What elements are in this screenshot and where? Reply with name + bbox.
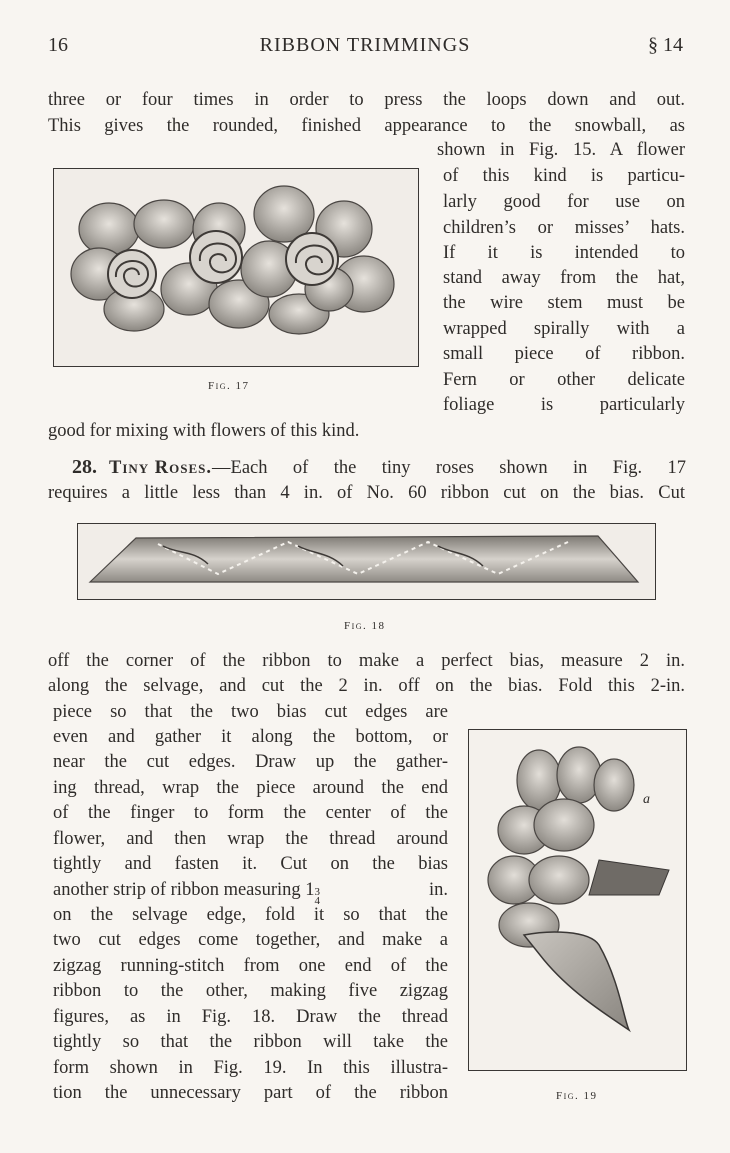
- text-line: another strip of ribbon measuring 1: [53, 880, 315, 900]
- section-title: Tiny Roses.: [109, 458, 213, 478]
- text-line: zigzag running-stitch from one end of the: [53, 956, 448, 976]
- text-line: near the cut edges. Draw up the gather-: [53, 752, 448, 772]
- text-line: shown in Fig. 15. A flower: [437, 140, 685, 160]
- text-line: foliage is particularly: [443, 395, 685, 415]
- text-line: on the selvage edge, fold it so that the: [53, 905, 448, 925]
- text-line: tion the unnecessary part of the ribbon: [53, 1083, 448, 1103]
- text-line: figures, as in Fig. 18. Draw the thread: [53, 1007, 448, 1027]
- figure-19-gathered-ribbon: [468, 729, 687, 1071]
- text-line: of the finger to form the center of the: [53, 803, 448, 823]
- text-line: ribbon to the other, making five zigzag: [53, 981, 448, 1001]
- page-number: 16: [48, 34, 68, 56]
- text-line: tightly so that the ribbon will take the: [53, 1032, 448, 1052]
- text-line: off the corner of the ribbon to make a perfect bias, measure 2 in.: [48, 651, 685, 671]
- text-line: If it is intended to: [443, 243, 685, 263]
- figure-19-label-a: a: [643, 792, 650, 807]
- text-line: of this kind is particu-: [443, 166, 685, 186]
- figure-18-caption: Fig. 18: [344, 620, 386, 632]
- text-line: requires a little less than 4 in. of No. 60 ribbon cut on the bias. Cut: [48, 483, 685, 503]
- figure-17-ribbon-roses: [53, 168, 419, 367]
- section-mark: § 14: [648, 34, 683, 56]
- section-number: 28.: [72, 456, 97, 478]
- text-line: even and gather it along the bottom, or: [53, 727, 448, 747]
- text-line: piece so that the two bias cut edges are: [53, 702, 448, 722]
- text-line: form shown in Fig. 19. In this illustra-: [53, 1058, 448, 1078]
- bias-ribbon-illustration: [78, 524, 655, 599]
- fraction-numerator: 3: [314, 886, 321, 898]
- text-line: the wire stem must be: [443, 293, 685, 313]
- text-line: in.: [428, 880, 448, 900]
- text-line: This gives the rounded, finished appearance to the snowball, as: [48, 116, 685, 136]
- text-line: children’s or misses’ hats.: [443, 218, 685, 238]
- ribbon-roses-illustration: [54, 169, 418, 366]
- text-line: Fern or other delicate: [443, 370, 685, 390]
- text-line: three or four times in order to press the loops down and out.: [48, 90, 685, 110]
- text-line: flower, and then wrap the thread around: [53, 829, 448, 849]
- figure-17-caption: Fig. 17: [208, 380, 250, 392]
- running-title: RIBBON TRIMMINGS: [259, 34, 471, 56]
- text-line: larly good for use on: [443, 192, 685, 212]
- text-line: —Each of the tiny roses shown in Fig. 17: [212, 458, 686, 478]
- section-28-heading-line: [72, 454, 686, 481]
- text-line: small piece of ribbon.: [443, 344, 685, 364]
- fraction-denominator: 4: [314, 895, 321, 907]
- text-line: along the selvage, and cut the 2 in. off on the bias. Fold this 2-in.: [48, 676, 685, 696]
- text-line: ing thread, wrap the piece around the end: [53, 778, 448, 798]
- text-line: tightly and fasten it. Cut on the bias: [53, 854, 448, 874]
- figure-18-bias-ribbon: [77, 523, 656, 600]
- figure-19-caption: Fig. 19: [556, 1090, 598, 1102]
- text-line: good for mixing with flowers of this kind.: [48, 421, 360, 441]
- text-line: stand away from the hat,: [443, 268, 685, 288]
- text-line: two cut edges come together, and make a: [53, 930, 448, 950]
- text-line: wrapped spirally with a: [443, 319, 685, 339]
- gathered-ribbon-illustration: [469, 730, 686, 1070]
